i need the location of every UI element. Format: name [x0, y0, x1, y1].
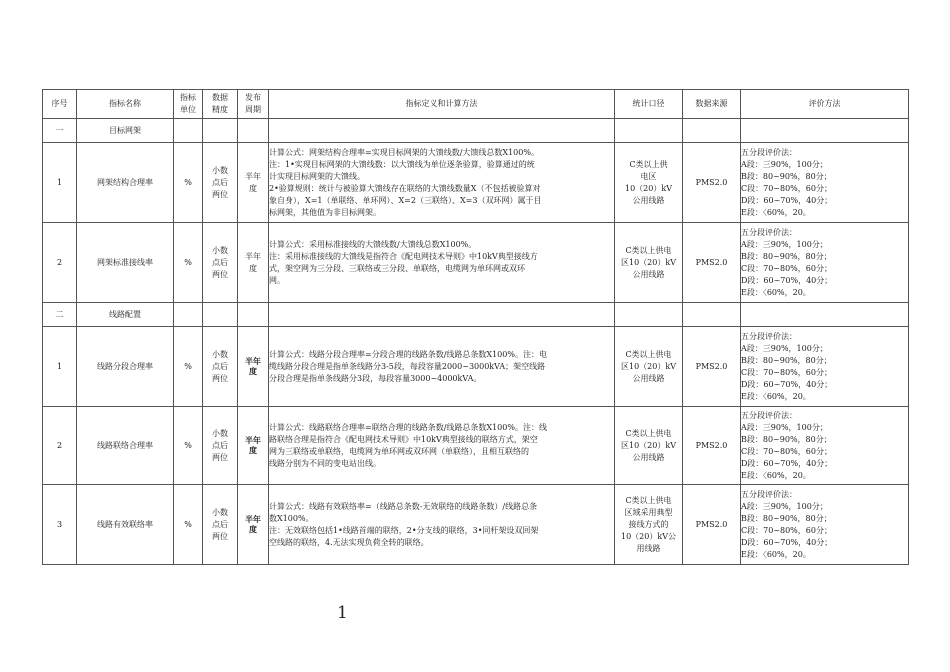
row-evaluation: 五分段评价法： A段：三90%，100分； B段：80~90%，80分； C段：70~80%，60分； D段：60~70%，40分； E段：〈60%，20。	[741, 143, 909, 223]
row-seq: 1	[43, 327, 77, 407]
row-scope: C类以上供电 区10（20）kV 公用线路	[615, 407, 683, 485]
row-name: 线路有效联络率	[77, 485, 174, 565]
row-precision: 小数 点后 两位	[203, 143, 238, 223]
row-unit: %	[174, 223, 203, 303]
row-cycle: 半年 度	[238, 143, 269, 223]
row-unit: %	[174, 327, 203, 407]
header-name: 指标名称	[77, 90, 174, 119]
row-definition: 计算公式：网架结构合理率=实现目标网架的大馈线数/大馈线总数X100%。 注：1•实现目标网架的大馈线数：以大馈线为单位逐条验算，验算通过的统 计实现目标网架的大馈线。 2•验算规则：统计与被验算大馈线存在联络的大馈线数量X（不包括被验算对 象自身），X=1（单联络、单环网）、X=2（三联络）、X=3（双环网）属于目 标网架，其他值为非目标网架。	[269, 143, 615, 223]
row-name: 网架标准接线率	[77, 223, 174, 303]
row-name: 线路联络合理率	[77, 407, 174, 485]
table-row	[43, 223, 909, 303]
row-unit: %	[174, 143, 203, 223]
row-evaluation: 五分段评价法： A段：三90%，100分； B段：80~90%，80分； C段：70~80%，60分； D段：60~70%，40分； E段：〈60%，20。	[741, 485, 909, 565]
row-cycle: 半年 度	[238, 485, 269, 565]
header-row	[43, 90, 909, 119]
row-precision: 小数 点后 两位	[203, 223, 238, 303]
row-scope: C类以上供电 区10（20）kV 公用线路	[615, 327, 683, 407]
row-definition: 计算公式：线路分段合理率=分段合理的线路条数/线路总条数X100%。注：电 缆线路分段合理是指单条线路分3-5段，每段容量2000~3000kVA；架空线路 分段合理是指单条线路分3段，每段容量3000~4000kVA。	[269, 327, 615, 407]
row-scope: C类以上供电 区10（20）kV 公用线路	[615, 223, 683, 303]
row-name: 网架结构合理率	[77, 143, 174, 223]
row-definition: 计算公式：线路有效联络率=（线路总条数-无效联络的线路条数）/线路总条 数X100%。 注：无效联络包括1•线路首端的联络，2•分支线的联络，3•同杆架设双回架 空线路的联络，4.无法实现负荷全转的联络。	[269, 485, 615, 565]
header-cycle: 发布 周期	[238, 90, 269, 119]
row-scope: C类以上供 电区 10（20）kV 公用线路	[615, 143, 683, 223]
row-source: PMS2.0	[683, 143, 741, 223]
row-definition: 计算公式：线路联络合理率=联络合理的线路条数/线路总条数X100%。注：线 路联络合理是指符合《配电网技术导则》中10kV典型接线的联络方式，架空 网为三联络或单联络，电缆网为单环网或双环网（单联络），且相互联络的 线路分别为不同的变电站出线。	[269, 407, 615, 485]
row-seq: 1	[43, 143, 77, 223]
table-row	[43, 327, 909, 407]
section-title: 线路配置	[77, 303, 174, 327]
row-cycle: 半年 度	[238, 223, 269, 303]
header-source: 数据来源	[683, 90, 741, 119]
section-seq: 二	[43, 303, 77, 327]
section-title: 目标网架	[77, 119, 174, 143]
row-seq: 2	[43, 407, 77, 485]
row-precision: 小数 点后 两位	[203, 485, 238, 565]
row-evaluation: 五分段评价法： A段：三90%，100分； B段：80~90%，80分； C段：70~80%，60分； D段：60~70%，40分； E段：〈60%，20。	[741, 223, 909, 303]
header-precision: 数据 精度	[203, 90, 238, 119]
row-unit: %	[174, 407, 203, 485]
row-evaluation: 五分段评价法： A段：三90%，100分； B段：80~90%，80分； C段：70~80%，60分； D段：60~70%，40分； E段：〈60%，20。	[741, 407, 909, 485]
row-precision: 小数 点后 两位	[203, 407, 238, 485]
row-seq: 3	[43, 485, 77, 565]
header-unit: 指标 单位	[174, 90, 203, 119]
section-row	[43, 303, 909, 327]
header-seq: 序号	[43, 90, 77, 119]
table-row	[43, 143, 909, 223]
row-name: 线路分段合理率	[77, 327, 174, 407]
row-unit: %	[174, 485, 203, 565]
row-scope: C类以上供电 区域采用典型 接线方式的 10（20）kV公 用线路	[615, 485, 683, 565]
row-seq: 2	[43, 223, 77, 303]
table-row	[43, 485, 909, 565]
row-source: PMS2.0	[683, 327, 741, 407]
section-row	[43, 119, 909, 143]
row-evaluation: 五分段评价法： A段：三90%，100分； B段：80~90%，80分； C段：70~80%，60分； D段：60~70%，40分； E段：〈60%，20。	[741, 327, 909, 407]
row-source: PMS2.0	[683, 223, 741, 303]
row-cycle: 半年 度	[238, 407, 269, 485]
row-precision: 小数 点后 两位	[203, 327, 238, 407]
row-source: PMS2.0	[683, 407, 741, 485]
row-source: PMS2.0	[683, 485, 741, 565]
table-row	[43, 407, 909, 485]
header-scope: 统计口径	[615, 90, 683, 119]
header-evaluation: 评价方法	[741, 90, 909, 119]
row-definition: 计算公式：采用标准接线的大馈线数/大馈线总数X100%。 注：采用标准接线的大馈线是指符合《配电网技术导则》中10kV典型接线方 式，架空网为三分段、三联络或三分段、单联络，电缆网为单环网或双环 网。	[269, 223, 615, 303]
row-cycle: 半年 度	[238, 327, 269, 407]
page-number: 1	[337, 603, 348, 623]
section-seq: 一	[43, 119, 77, 143]
indicator-table	[42, 89, 909, 565]
header-definition: 指标定义和计算方法	[269, 90, 615, 119]
